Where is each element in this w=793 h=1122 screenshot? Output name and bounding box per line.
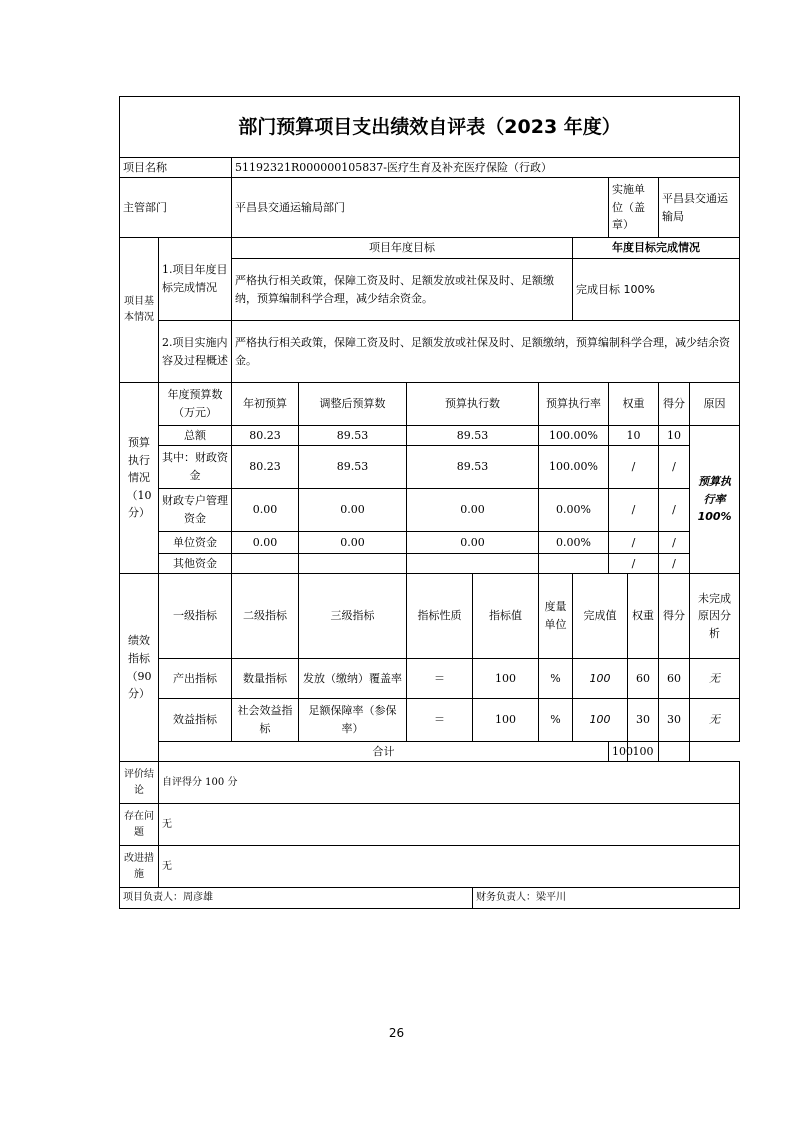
budget-header-initial: 年初预算 xyxy=(232,383,299,426)
basic-info-label: 项目基本情况 xyxy=(120,238,159,383)
budget-row-rate: 100.00% xyxy=(539,426,609,446)
budget-row-score: 10 xyxy=(659,426,690,446)
evaluation-label: 评价结论 xyxy=(120,762,159,804)
budget-row-rate: 100.00% xyxy=(539,446,609,489)
perf-header-l1: 一级指标 xyxy=(159,574,232,659)
total-score: 100 xyxy=(628,742,659,762)
perf-row-l2: 社会效益指标 xyxy=(232,699,299,742)
perf-row-l3: 足额保障率（参保率） xyxy=(299,699,407,742)
project-lead: 项目负责人：周彦雄 xyxy=(120,888,473,909)
budget-row-executed: 0.00 xyxy=(407,532,539,554)
budget-row-weight: / xyxy=(609,446,659,489)
budget-row-rate xyxy=(539,554,609,574)
dept-value: 平昌县交通运输局部门 xyxy=(232,178,609,238)
goal-completion-label: 1.项目年度目标完成情况 xyxy=(159,238,232,321)
perf-header-l2: 二级指标 xyxy=(232,574,299,659)
form-title: 部门预算项目支出绩效自评表（2023 年度） xyxy=(120,97,740,158)
finance-lead: 财务负责人：梁平川 xyxy=(473,888,740,909)
perf-row-reason: 无 xyxy=(690,659,740,699)
budget-row-initial: 80.23 xyxy=(232,446,299,489)
perf-row-nature: ＝ xyxy=(407,699,473,742)
perf-label: 绩效指标（90 分） xyxy=(120,574,159,762)
goal-text: 严格执行相关政策，保障工资及时、足额发放或社保及时、足额缴纳，预算编制科学合理，减少结余资金。 xyxy=(232,259,573,321)
budget-row-weight: 10 xyxy=(609,426,659,446)
impl-process-text: 严格执行相关政策，保障工资及时、足额发放或社保及时、足额缴纳，预算编制科学合理，减少结余资金。 xyxy=(232,321,740,383)
budget-header-reason: 原因 xyxy=(690,383,740,426)
perf-row-weight: 30 xyxy=(628,699,659,742)
budget-row-adjusted: 0.00 xyxy=(299,532,407,554)
budget-row-initial xyxy=(232,554,299,574)
perf-row-unit: % xyxy=(539,659,573,699)
done-header: 年度目标完成情况 xyxy=(573,238,740,259)
budget-header-annual: 年度预算数（万元） xyxy=(159,383,232,426)
perf-header-weight: 权重 xyxy=(628,574,659,659)
budget-header-weight: 权重 xyxy=(609,383,659,426)
budget-row-adjusted: 89.53 xyxy=(299,446,407,489)
perf-row-score: 30 xyxy=(659,699,690,742)
perf-header-reason: 未完成原因分析 xyxy=(690,574,740,659)
budget-row-executed: 89.53 xyxy=(407,446,539,489)
budget-row-name: 其他资金 xyxy=(159,554,232,574)
perf-row-l1: 产出指标 xyxy=(159,659,232,699)
perf-header-nature: 指标性质 xyxy=(407,574,473,659)
budget-header-executed: 预算执行数 xyxy=(407,383,539,426)
project-name-label: 项目名称 xyxy=(120,158,232,178)
budget-row-initial: 0.00 xyxy=(232,489,299,532)
perf-row-score: 60 xyxy=(659,659,690,699)
impl-unit-label: 实施单位（盖章） xyxy=(609,178,659,238)
budget-label: 预算执行情况（10 分） xyxy=(120,383,159,574)
improve-value: 无 xyxy=(159,846,740,888)
budget-row-score: / xyxy=(659,532,690,554)
budget-row-score: / xyxy=(659,446,690,489)
perf-row-unit: % xyxy=(539,699,573,742)
perf-header-done: 完成值 xyxy=(573,574,628,659)
perf-header-l3: 三级指标 xyxy=(299,574,407,659)
budget-row-name: 单位资金 xyxy=(159,532,232,554)
improve-label: 改进措施 xyxy=(120,846,159,888)
budget-row-initial: 0.00 xyxy=(232,532,299,554)
budget-header-score: 得分 xyxy=(659,383,690,426)
budget-row-name: 总额 xyxy=(159,426,232,446)
dept-label: 主管部门 xyxy=(120,178,232,238)
budget-row-weight: / xyxy=(609,532,659,554)
issues-label: 存在问题 xyxy=(120,804,159,846)
budget-row-weight: / xyxy=(609,489,659,532)
perf-row-value: 100 xyxy=(473,659,539,699)
budget-reason: 预算执行率 100% xyxy=(690,426,740,574)
perf-row-reason: 无 xyxy=(690,699,740,742)
project-name-value: 51192321R000000105837-医疗生育及补充医疗保险（行政） xyxy=(232,158,740,178)
perf-header-unit: 度量单位 xyxy=(539,574,573,659)
self-evaluation-form xyxy=(119,96,740,909)
budget-row-score: / xyxy=(659,489,690,532)
perf-row-nature: ＝ xyxy=(407,659,473,699)
perf-row-value: 100 xyxy=(473,699,539,742)
budget-row-rate: 0.00% xyxy=(539,489,609,532)
budget-row-executed: 0.00 xyxy=(407,489,539,532)
evaluation-value: 自评得分 100 分 xyxy=(159,762,740,804)
budget-row-executed xyxy=(407,554,539,574)
perf-header-score: 得分 xyxy=(659,574,690,659)
total-weight: 100 xyxy=(609,742,628,762)
perf-row-l1: 效益指标 xyxy=(159,699,232,742)
budget-row-name: 财政专户管理资金 xyxy=(159,489,232,532)
impl-unit-value: 平昌县交通运输局 xyxy=(659,178,740,238)
perf-header-value: 指标值 xyxy=(473,574,539,659)
budget-row-adjusted: 0.00 xyxy=(299,489,407,532)
done-text: 完成目标 100% xyxy=(573,259,740,321)
budget-row-rate: 0.00% xyxy=(539,532,609,554)
budget-header-rate: 预算执行率 xyxy=(539,383,609,426)
perf-row-done: 100 xyxy=(573,659,628,699)
issues-value: 无 xyxy=(159,804,740,846)
perf-row-l2: 数量指标 xyxy=(232,659,299,699)
budget-row-adjusted xyxy=(299,554,407,574)
budget-row-weight: / xyxy=(609,554,659,574)
goal-header: 项目年度目标 xyxy=(232,238,573,259)
budget-header-adjusted: 调整后预算数 xyxy=(299,383,407,426)
page-number: 26 xyxy=(388,1026,405,1040)
budget-row-name: 其中：财政资金 xyxy=(159,446,232,489)
budget-row-score: / xyxy=(659,554,690,574)
perf-row-done: 100 xyxy=(573,699,628,742)
budget-row-executed: 89.53 xyxy=(407,426,539,446)
impl-process-label: 2.项目实施内容及过程概述 xyxy=(159,321,232,383)
budget-row-initial: 80.23 xyxy=(232,426,299,446)
total-label: 合计 xyxy=(159,742,609,762)
perf-row-weight: 60 xyxy=(628,659,659,699)
total-reason xyxy=(659,742,690,762)
budget-row-adjusted: 89.53 xyxy=(299,426,407,446)
perf-row-l3: 发放（缴纳）覆盖率 xyxy=(299,659,407,699)
